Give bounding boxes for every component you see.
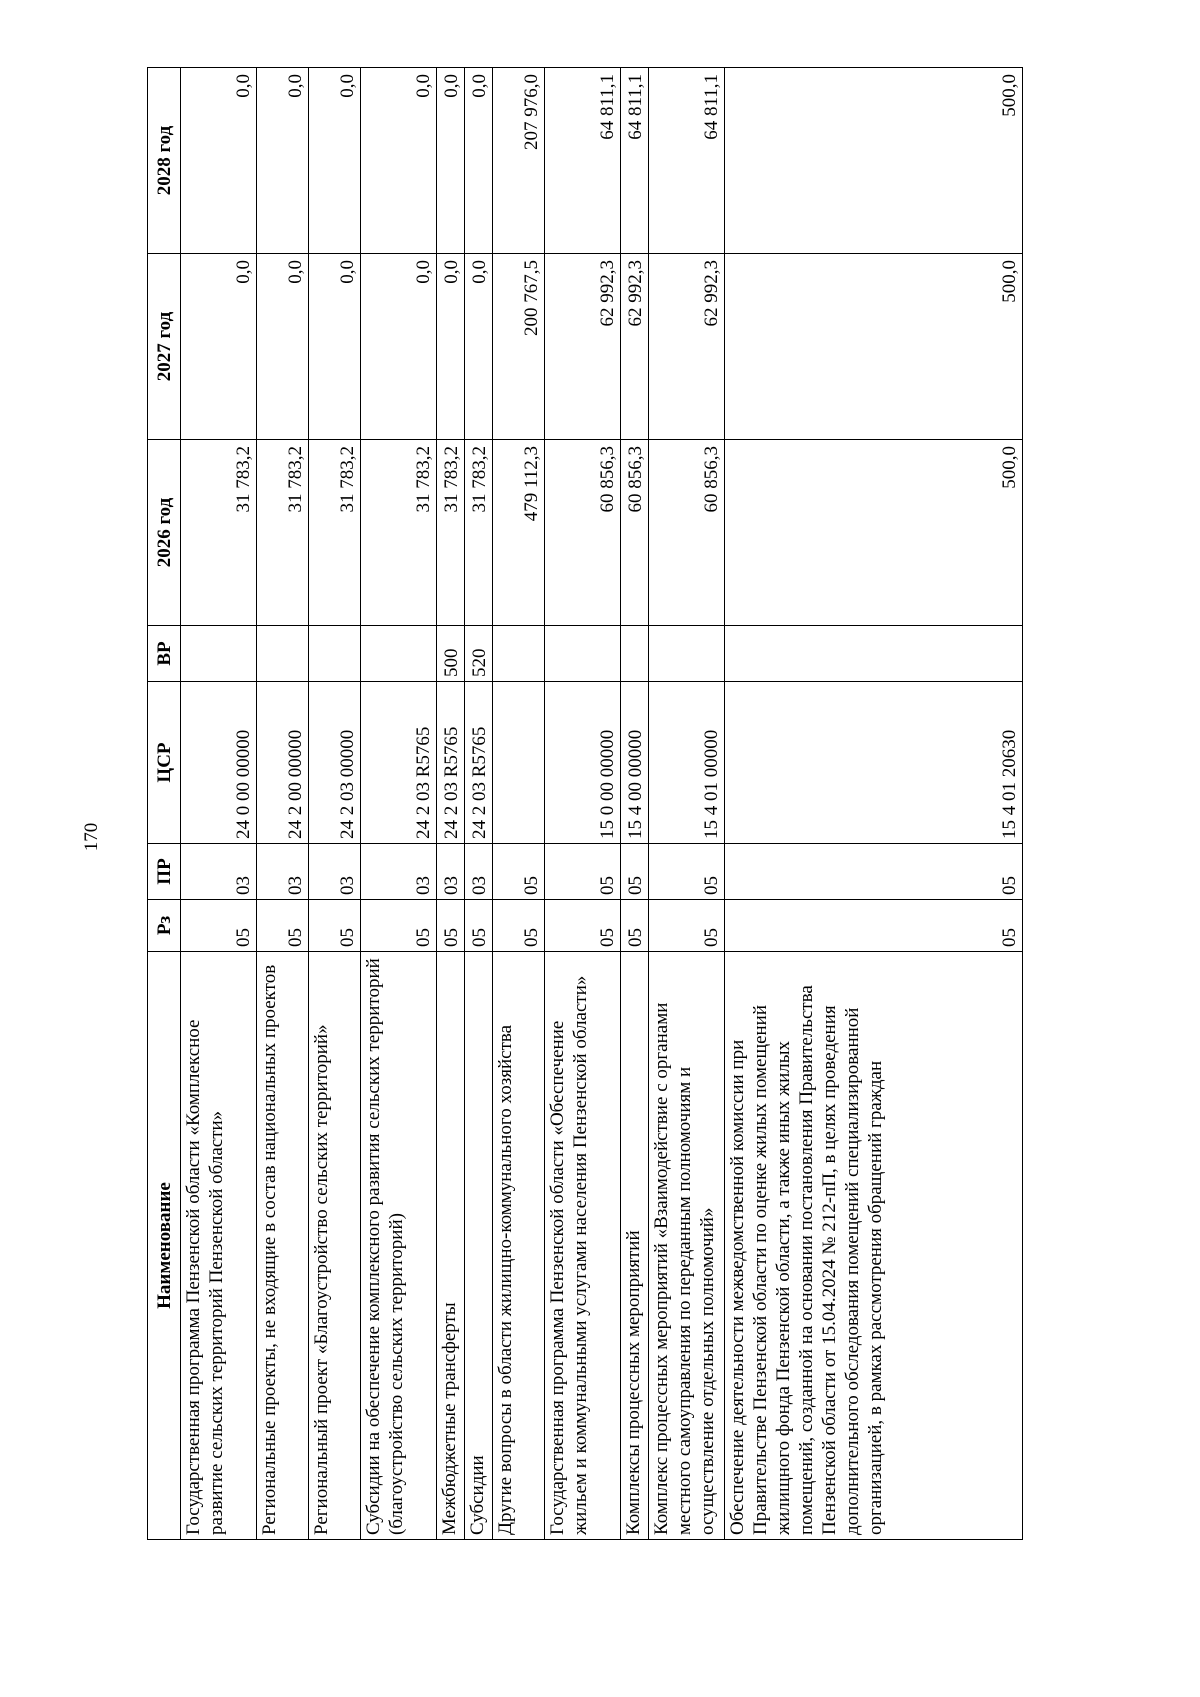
row-csr: 15 4 00 00000 <box>621 682 649 844</box>
row-2026: 500,0 <box>725 440 1023 626</box>
row-csr: 15 4 01 00000 <box>649 682 725 844</box>
row-name: Региональный проект «Благоустройство сельских территорий» <box>309 952 361 1540</box>
row-2026: 60 856,3 <box>545 440 621 626</box>
table-row <box>621 68 649 1540</box>
row-2028: 0,0 <box>181 68 257 254</box>
row-2027: 0,0 <box>361 254 437 440</box>
table-row <box>361 68 437 1540</box>
row-vr <box>181 626 257 682</box>
row-name: Комплекс процессных мероприятий «Взаимодействие с органами местного самоуправления по переданным полномочиям и осуществление отдельных полномочий» <box>649 952 725 1540</box>
budget-table-container <box>147 68 1023 1540</box>
row-2028: 64 811,1 <box>621 68 649 254</box>
row-2026: 60 856,3 <box>649 440 725 626</box>
row-pr: 05 <box>621 844 649 900</box>
row-vr <box>649 626 725 682</box>
row-pr: 03 <box>465 844 493 900</box>
table-row <box>545 68 621 1540</box>
header-name: Наименование <box>148 952 181 1540</box>
table-row <box>437 68 465 1540</box>
row-csr: 15 0 00 00000 <box>545 682 621 844</box>
row-name: Межбюджетные трансферты <box>437 952 465 1540</box>
row-vr: 500 <box>437 626 465 682</box>
row-pr: 05 <box>545 844 621 900</box>
row-pr: 05 <box>493 844 545 900</box>
row-rz: 05 <box>257 900 309 952</box>
row-2026: 60 856,3 <box>621 440 649 626</box>
row-vr <box>309 626 361 682</box>
page-number: 170 <box>81 822 102 852</box>
row-2027: 0,0 <box>465 254 493 440</box>
row-name: Обеспечение деятельности межведомственной комиссии при Правительстве Пензенской области по оценке жилых помещений жилищного фонда Пензенской области, а также иных жилых помещений, созданной на основании постановления Правительства Пензенской области от 15.04.2024 № 212-пП, в целях проведения дополнительного обследования помещений специализированной организацией, в рамках рассмотрения обращений граждан <box>725 952 1023 1540</box>
row-2027: 0,0 <box>309 254 361 440</box>
row-2026: 479 112,3 <box>493 440 545 626</box>
row-pr: 05 <box>725 844 1023 900</box>
row-2027: 62 992,3 <box>621 254 649 440</box>
row-rz: 05 <box>545 900 621 952</box>
row-2026: 31 783,2 <box>437 440 465 626</box>
row-pr: 03 <box>181 844 257 900</box>
row-2027: 0,0 <box>181 254 257 440</box>
row-csr: 24 2 03 R5765 <box>361 682 437 844</box>
row-2028: 0,0 <box>465 68 493 254</box>
row-vr <box>361 626 437 682</box>
row-vr <box>257 626 309 682</box>
header-2027: 2027 год <box>148 254 181 440</box>
row-name: Государственная программа Пензенской области «Комплексное развитие сельских территорий Пензенской области» <box>181 952 257 1540</box>
row-vr <box>621 626 649 682</box>
header-2026: 2026 год <box>148 440 181 626</box>
table-header-row <box>148 68 181 1540</box>
table-row <box>493 68 545 1540</box>
table-row <box>181 68 257 1540</box>
row-2028: 0,0 <box>309 68 361 254</box>
row-pr: 03 <box>437 844 465 900</box>
row-name: Другие вопросы в области жилищно-коммунального хозяйства <box>493 952 545 1540</box>
row-csr: 24 2 03 R5765 <box>437 682 465 844</box>
header-csr: ЦСР <box>148 682 181 844</box>
row-2028: 0,0 <box>257 68 309 254</box>
row-name: Государственная программа Пензенской области «Обеспечение жильем и коммунальными услугами населения Пензенской области» <box>545 952 621 1540</box>
table-row <box>309 68 361 1540</box>
row-2026: 31 783,2 <box>309 440 361 626</box>
row-pr: 03 <box>361 844 437 900</box>
row-vr: 520 <box>465 626 493 682</box>
budget-table <box>147 67 1023 1540</box>
row-csr: 24 2 03 R5765 <box>465 682 493 844</box>
row-rz: 05 <box>465 900 493 952</box>
row-vr <box>545 626 621 682</box>
header-pr: ПР <box>148 844 181 900</box>
row-rz: 05 <box>309 900 361 952</box>
row-vr <box>725 626 1023 682</box>
row-rz: 05 <box>649 900 725 952</box>
row-2026: 31 783,2 <box>465 440 493 626</box>
table-row <box>649 68 725 1540</box>
row-name: Комплексы процессных мероприятий <box>621 952 649 1540</box>
row-rz: 05 <box>361 900 437 952</box>
row-2028: 207 976,0 <box>493 68 545 254</box>
row-csr: 24 2 03 00000 <box>309 682 361 844</box>
row-pr: 03 <box>257 844 309 900</box>
row-2027: 62 992,3 <box>545 254 621 440</box>
row-name: Субсидии <box>465 952 493 1540</box>
row-2027: 0,0 <box>437 254 465 440</box>
row-2027: 62 992,3 <box>649 254 725 440</box>
row-rz: 05 <box>437 900 465 952</box>
header-rz: Рз <box>148 900 181 952</box>
row-2028: 500,0 <box>725 68 1023 254</box>
row-pr: 05 <box>649 844 725 900</box>
row-pr: 03 <box>309 844 361 900</box>
row-csr: 24 2 00 00000 <box>257 682 309 844</box>
row-rz: 05 <box>493 900 545 952</box>
row-2028: 0,0 <box>361 68 437 254</box>
row-rz: 05 <box>181 900 257 952</box>
table-row <box>257 68 309 1540</box>
header-2028: 2028 год <box>148 68 181 254</box>
table-row <box>465 68 493 1540</box>
row-2027: 0,0 <box>257 254 309 440</box>
row-2026: 31 783,2 <box>181 440 257 626</box>
row-2028: 64 811,1 <box>545 68 621 254</box>
row-2028: 64 811,1 <box>649 68 725 254</box>
header-vr: ВР <box>148 626 181 682</box>
row-2026: 31 783,2 <box>361 440 437 626</box>
row-vr <box>493 626 545 682</box>
table-row <box>725 68 1023 1540</box>
row-2028: 0,0 <box>437 68 465 254</box>
row-2026: 31 783,2 <box>257 440 309 626</box>
row-2027: 500,0 <box>725 254 1023 440</box>
row-rz: 05 <box>621 900 649 952</box>
row-csr <box>493 682 545 844</box>
row-name: Субсидии на обеспечение комплексного развития сельских территорий (благоустройство сельских территорий) <box>361 952 437 1540</box>
row-rz: 05 <box>725 900 1023 952</box>
row-2027: 200 767,5 <box>493 254 545 440</box>
row-csr: 15 4 01 20630 <box>725 682 1023 844</box>
row-csr: 24 0 00 00000 <box>181 682 257 844</box>
row-name: Региональные проекты, не входящие в состав национальных проектов <box>257 952 309 1540</box>
